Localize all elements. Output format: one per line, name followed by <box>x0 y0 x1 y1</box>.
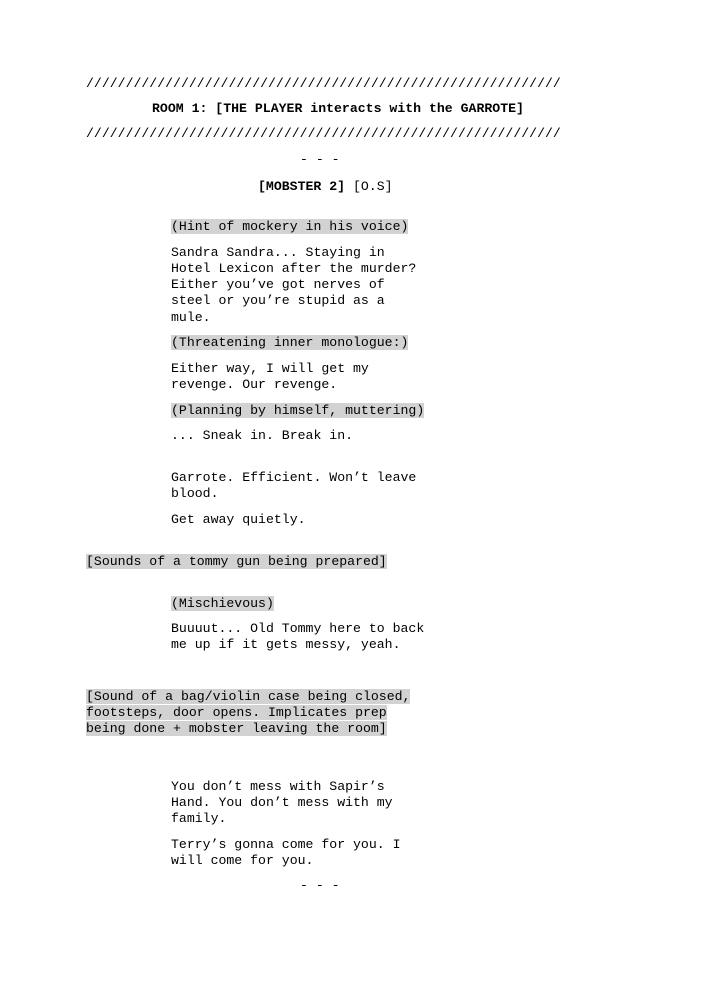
separator-bottom: - - - <box>300 878 340 893</box>
character-cue <box>258 179 393 195</box>
dialogue-line: Either you’ve got nerves of <box>171 277 385 292</box>
scene-heading: ROOM 1: [THE PLAYER interacts with the GARROTE] <box>152 101 524 116</box>
dialogue-line: Hand. You don’t mess with my <box>171 795 393 810</box>
sound-cue: [Sounds of a tommy gun being prepared] <box>86 554 387 569</box>
dialogue-line: ... Sneak in. Break in. <box>171 428 354 443</box>
character-name: [MOBSTER 2] <box>258 179 346 194</box>
dialogue-line: Either way, I will get my <box>171 361 369 376</box>
sound-cue: footsteps, door opens. Implicates prep <box>86 705 387 720</box>
dialogue-line: Terry’s gonna come for you. I <box>171 837 401 852</box>
dialogue-line: family. <box>171 811 227 826</box>
dialogue-line: steel or you’re stupid as a <box>171 293 385 308</box>
sound-cue: [Sound of a bag/violin case being closed, <box>86 689 411 704</box>
slash-divider-top: //////////////////////////////////////////////////////////// <box>86 76 561 91</box>
separator-top: - - - <box>300 152 340 167</box>
dialogue-line: Hotel Lexicon after the murder? <box>171 261 417 276</box>
dialogue-line: me up if it gets messy, yeah. <box>171 637 401 652</box>
dialogue-line: mule. <box>171 310 211 325</box>
sound-cue: being done + mobster leaving the room] <box>86 721 387 736</box>
dialogue-line: Sandra Sandra... Staying in <box>171 245 385 260</box>
dialogue-line: blood. <box>171 486 219 501</box>
dialogue-line: revenge. Our revenge. <box>171 377 338 392</box>
dialogue-line: Garrote. Efficient. Won’t leave <box>171 470 417 485</box>
slash-divider-bottom: //////////////////////////////////////////////////////////// <box>86 126 561 141</box>
parenthetical: (Threatening inner monologue:) <box>171 335 409 350</box>
character-extension: [O.S] <box>352 179 393 194</box>
parenthetical: (Hint of mockery in his voice) <box>171 219 409 234</box>
dialogue-line: Buuuut... Old Tommy here to back <box>171 621 425 636</box>
parenthetical: (Mischievous) <box>171 596 274 611</box>
dialogue-line: Get away quietly. <box>171 512 306 527</box>
dialogue-line: will come for you. <box>171 853 314 868</box>
parenthetical: (Planning by himself, muttering) <box>171 403 425 418</box>
dialogue-line: You don’t mess with Sapir’s <box>171 779 385 794</box>
